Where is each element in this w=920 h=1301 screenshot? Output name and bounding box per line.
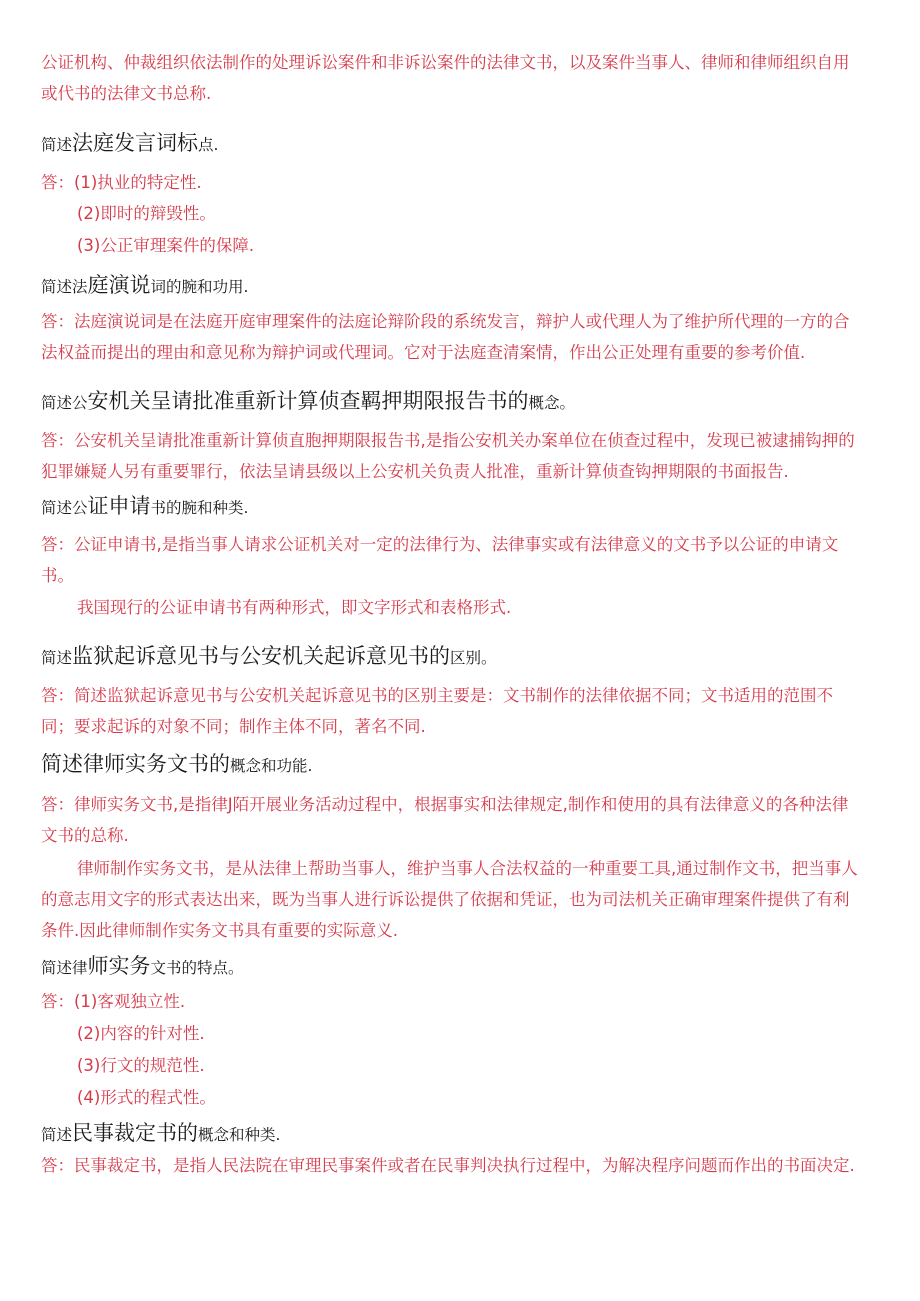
text-line: 或代书的法律文书总称.: [41, 84, 212, 103]
answer-4: [41, 529, 838, 591]
question-suffix: 概念。: [528, 394, 576, 412]
answer-7-line-1: [41, 986, 185, 1017]
answer-5: [41, 680, 833, 742]
answer-1-line-3: [77, 230, 254, 261]
question-main: 安机关呈请批准重新计算侦查羁押期限报告书的: [87, 389, 529, 413]
question-main: 监狱起诉意见书与公安机关起诉意见书的: [72, 644, 451, 668]
question-main: 法庭发言词标: [72, 131, 199, 155]
text-line: 答：法庭演说词是在法庭开庭审理案件的法庭论辩阶段的系统发言，辩护人或代理人为了维护所代理的一方的合: [41, 312, 850, 331]
answer-6: [41, 789, 848, 851]
question-1: [41, 128, 218, 160]
text-line: (2)即时的辩毁性。: [77, 204, 216, 223]
text-line: 答：公证申请书,是指当事人请求公证机关对一定的法律行为、法律事实或有法律意义的文书予以公证的申请文: [41, 535, 839, 554]
question-main: 证申请: [87, 494, 151, 518]
answer-8: [41, 1150, 855, 1181]
question-prefix: 简述公: [41, 394, 88, 412]
text-line: 答：民事裁定书，是指人民法院在审理民事案件或者在民事判决执行过程中，为解决程序问题而作出的书面决定.: [41, 1156, 855, 1175]
answer-3: [41, 425, 855, 487]
question-prefix: 简述律: [41, 959, 88, 977]
answer-1-line-1: [41, 167, 202, 198]
question-prefix: 简述: [41, 136, 73, 154]
question-prefix: 简述公: [41, 499, 88, 517]
intro-paragraph: [41, 47, 850, 109]
question-main: 师实务: [87, 954, 151, 978]
text-line: (4)形式的程式性。: [77, 1088, 216, 1107]
text-line: 答：(1)执业的特定性.: [41, 173, 202, 192]
text-line: (2)内容的针对性.: [77, 1024, 205, 1043]
question-prefix: 简述: [41, 649, 73, 667]
question-suffix: 区别。: [450, 649, 497, 667]
question-8: [41, 1118, 280, 1150]
text-line: 律师制作实务文书，是从法律上帮助当事人，维护当事人合法权益的一种重要工具,通过制作文书，把当事人: [77, 859, 858, 878]
text-line: 文书的总称.: [41, 826, 129, 845]
answer-7-line-2: [77, 1018, 205, 1049]
answer-1-line-2: [77, 198, 216, 229]
answer-4-paragraph-2: [77, 592, 511, 623]
question-5: [41, 641, 497, 673]
text-line: 答：简述监狱起诉意见书与公安机关起诉意见书的区别主要是：文书制作的法律依据不同；文书适用的范围不: [41, 686, 833, 705]
text-line: 法权益而提出的理由和意见称为辩护词或代理词。它对于法庭查清案情，作出公正处理有重要的参考价值.: [41, 343, 806, 362]
answer-6-paragraph-2: [41, 853, 858, 946]
text-line: (3)公正审理案件的保障.: [77, 236, 255, 255]
text-line: 的意志用文字的形式表达出来，既为当事人进行诉讼提供了依据和凭证，也为司法机关正确审理案件提供了有利: [41, 890, 850, 909]
question-6: [41, 749, 312, 781]
text-line: 书。: [41, 566, 74, 585]
question-7: [41, 951, 244, 983]
question-3: [41, 386, 575, 418]
question-main: 简述律师实务文书的: [41, 752, 230, 776]
question-suffix: 概念和种类.: [198, 1126, 281, 1144]
text-line: 我国现行的公证申请书有两种形式，即文字形式和表格形式.: [77, 598, 512, 617]
question-prefix: 简述: [41, 1126, 73, 1144]
question-main: 庭演说: [87, 273, 151, 297]
answer-2: [41, 306, 850, 368]
question-suffix: 书的腕和种类.: [150, 499, 249, 517]
answer-7-line-3: [77, 1050, 205, 1081]
text-line: 同；要求起诉的对象不同；制作主体不同，著名不同.: [41, 717, 426, 736]
question-suffix: 概念和功能.: [230, 757, 313, 775]
text-line: 条件.因此律师制作实务文书具有重要的实际意义.: [41, 921, 398, 940]
text-line: 犯罪嫌疑人另有重要罪行，依法呈请县级以上公安机关负责人批准，重新计算侦查钩押期限的书面报告.: [41, 462, 789, 481]
question-suffix: 文书的特点。: [150, 959, 244, 977]
question-main: 民事裁定书的: [72, 1121, 199, 1145]
question-2: [41, 270, 248, 302]
question-suffix: 点.: [198, 136, 219, 154]
question-prefix: 简述法: [41, 278, 88, 296]
question-4: [41, 491, 248, 523]
question-suffix: 词的腕和功用.: [150, 278, 249, 296]
text-line: 公证机构、仲裁组织依法制作的处理诉讼案件和非诉讼案件的法律文书，以及案件当事人、律师和律师组织自用: [41, 53, 850, 72]
text-line: 答：律师实务文书,是指律J陌开展业务活动过程中，根据事实和法律规定,制作和使用的具有法律意义的各种法律: [41, 795, 849, 814]
text-line: 答：(1)客观独立性.: [41, 992, 186, 1011]
text-line: 答：公安机关呈请批准重新计算侦直胞押期限报告书,是指公安机关办案单位在侦查过程中，发现已被逮捕钩押的: [41, 431, 855, 450]
text-line: (3)行文的规范性.: [77, 1056, 205, 1075]
answer-7-line-4: [77, 1082, 216, 1113]
